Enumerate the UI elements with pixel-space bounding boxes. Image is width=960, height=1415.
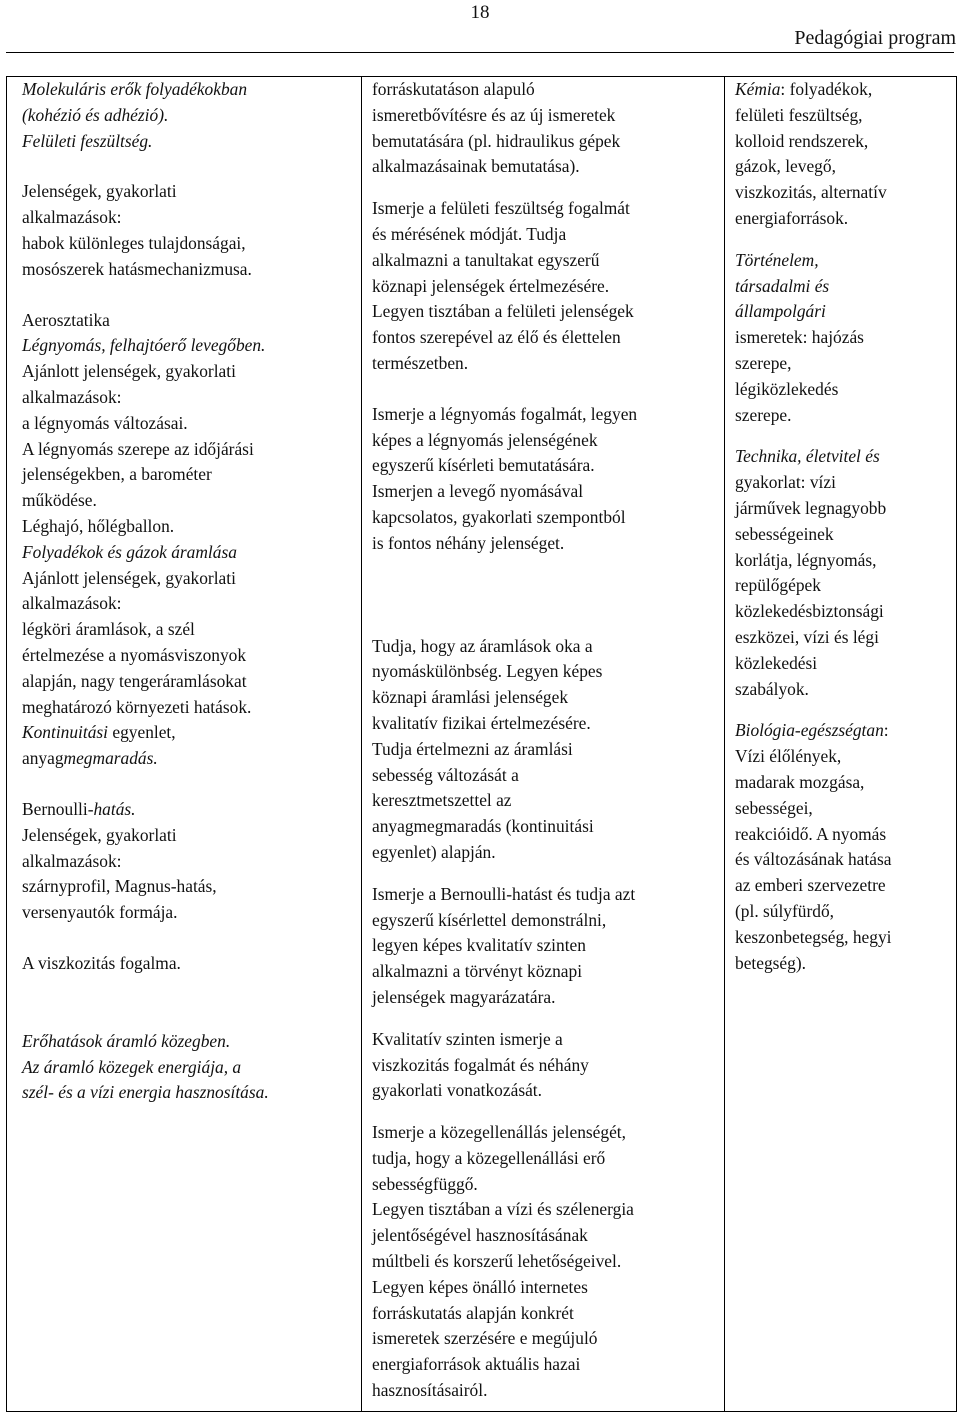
text-line: Tudja értelmezni az áramlási xyxy=(372,738,573,759)
text-line: keresztmetszettel az xyxy=(372,790,512,811)
text-run: Kémia xyxy=(735,79,781,99)
text-line: hasznosításairól. xyxy=(372,1380,488,1401)
text-line: gyakorlati vonatkozását. xyxy=(372,1080,542,1101)
text-line: kapcsolatos, gyakorlati szempontból xyxy=(372,506,626,527)
text-line: repülőgépek xyxy=(735,575,821,596)
text-line: ismeretek szerzésére e megújuló xyxy=(372,1328,598,1349)
text-line: sebességei, xyxy=(735,797,813,818)
text-line: A viszkozitás fogalma. xyxy=(22,952,181,973)
text-line: Molekuláris erők folyadékokban xyxy=(22,79,248,99)
text-line: Az áramló közegek energiája, a xyxy=(22,1056,242,1077)
text-line: köznapi áramlási jelenségek xyxy=(372,687,569,708)
text-line xyxy=(22,746,355,772)
text-line: Ismerje a Bernoulli-hatást és tudja azt xyxy=(372,883,636,904)
text-line: nyomáskülönbség. Legyen képes xyxy=(372,661,603,682)
requirement-block-viscosity xyxy=(372,1027,718,1104)
topic-block-flows xyxy=(22,540,355,772)
text-line: Jelenségek, gyakorlati xyxy=(22,181,177,202)
text-run: hatás. xyxy=(93,798,136,819)
text-line: meghatározó környezeti hatások. xyxy=(22,696,252,717)
text-line: betegség). xyxy=(735,952,806,973)
header-rule xyxy=(6,52,954,53)
text-line: Technika, életvitel és xyxy=(735,446,880,467)
text-run: : folyadékok, xyxy=(780,79,873,99)
text-line: alkalmazni a törvényt köznapi xyxy=(372,961,583,982)
text-line: egyszerű kísérleti bemutatására. xyxy=(372,455,595,476)
text-line: Történelem, xyxy=(735,249,819,270)
text-run: megmaradás. xyxy=(63,748,158,769)
text-line: Legyen tisztában a felületi jelenségek xyxy=(372,301,634,322)
text-line: társadalmi és xyxy=(735,275,830,296)
text-line xyxy=(735,77,952,103)
text-line: és változásának hatása xyxy=(735,849,892,870)
text-line: Ismerje a légnyomás fogalmát, legyen xyxy=(372,403,638,424)
requirement-block-bernoulli xyxy=(372,882,718,1011)
text-line: állampolgári xyxy=(735,301,826,322)
text-line: energiaforrások aktuális hazai xyxy=(372,1354,581,1375)
text-line: ismeretbővítésre és az új ismeretek xyxy=(372,104,616,125)
text-line: alkalmazások: xyxy=(22,593,122,614)
text-run: Bernoulli- xyxy=(22,798,94,819)
text-line: szerepe, xyxy=(735,352,792,373)
text-line: Legyen képes önálló internetes xyxy=(372,1276,588,1297)
text-line: gázok, levegő, xyxy=(735,156,836,177)
text-line: jelenségekben, a barométer xyxy=(22,464,212,485)
text-line: értelmezése a nyomásviszonyok xyxy=(22,644,247,665)
text-line: Ismerje a felületi feszültség fogalmát xyxy=(372,198,630,219)
text-line: forráskutatás alapján konkrét xyxy=(372,1302,574,1323)
text-line: korlátja, légnyomás, xyxy=(735,549,877,570)
text-line: Ajánlott jelenségek, gyakorlati xyxy=(22,567,236,588)
text-line: eszközei, vízi és légi xyxy=(735,626,879,647)
text-line: versenyautók formája. xyxy=(22,902,178,923)
text-line: Ismerjen a levegő nyomásával xyxy=(372,481,584,502)
text-line: a légnyomás változásai. xyxy=(22,412,188,433)
text-line: felületi feszültség, xyxy=(735,104,863,125)
text-line: Folyadékok és gázok áramlása xyxy=(22,541,237,562)
text-line xyxy=(735,718,952,744)
text-run: Kontinuitási xyxy=(22,722,109,743)
requirement-block-flows xyxy=(372,634,718,866)
text-line: alkalmazások: xyxy=(22,386,122,407)
text-line: Légnyomás, felhajtóerő levegőben. xyxy=(22,335,266,356)
text-line: Kvalitatív szinten ismerje a xyxy=(372,1028,563,1049)
text-line: kolloid rendszerek, xyxy=(735,130,869,151)
requirement-block-research xyxy=(372,77,718,180)
text-line: ismeretek: hajózás xyxy=(735,327,864,348)
text-line: szerepe. xyxy=(735,404,792,425)
text-line: jelentőségével hasznosításának xyxy=(372,1225,588,1246)
text-line: alkalmazni a tanultakat egyszerű xyxy=(372,249,600,270)
text-line: légiközlekedés xyxy=(735,378,839,399)
text-line: tudja, hogy a közegellenállási erő xyxy=(372,1147,606,1168)
requirement-block-surface-tension xyxy=(372,196,718,377)
text-line: Vízi élőlények, xyxy=(735,746,842,767)
text-line: viszkozitás fogalmát és néhány xyxy=(372,1054,589,1075)
text-line: szabályok. xyxy=(735,678,809,699)
text-line: Felületi feszültség. xyxy=(22,130,153,151)
text-line: Jelenségek, gyakorlati xyxy=(22,824,177,845)
topic-block-aerostatics xyxy=(22,308,355,540)
connections-column xyxy=(725,77,957,1412)
text-line: gyakorlat: vízi xyxy=(735,472,836,493)
text-line: közlekedési xyxy=(735,652,818,673)
text-line: múltbeli és korszerű lehetőségeivel. xyxy=(372,1251,622,1272)
text-line: az emberi szervezetre xyxy=(735,875,886,896)
page-number: 18 xyxy=(470,2,490,23)
text-line: alkalmazások: xyxy=(22,850,122,871)
text-line: energiaforrások. xyxy=(735,207,849,228)
text-line: Ajánlott jelenségek, gyakorlati xyxy=(22,361,236,382)
text-line: közlekedésbiztonsági xyxy=(735,601,884,622)
text-line: köznapi jelenségek értelmezésére. xyxy=(372,275,610,296)
text-line: Ismerje a közegellenállás jelenségét, xyxy=(372,1122,626,1143)
text-line: habok különleges tulajdonságai, xyxy=(22,232,246,253)
text-line: reakcióidő. A nyomás xyxy=(735,823,887,844)
connection-block-biology xyxy=(735,718,952,976)
topic-block-bernoulli xyxy=(22,797,355,926)
text-line: sebesség változását a xyxy=(372,764,519,785)
text-line: szél- és a vízi energia hasznosítása. xyxy=(22,1082,269,1103)
requirement-block-air-pressure xyxy=(372,402,718,557)
text-line: Léghajó, hőlégballon. xyxy=(22,515,175,536)
curriculum-table xyxy=(6,76,957,1412)
text-line: viszkozitás, alternatív xyxy=(735,182,887,203)
text-line: sebességeinek xyxy=(735,523,834,544)
text-line: képes a légnyomás jelenségének xyxy=(372,429,598,450)
text-line: járművek legnagyobb xyxy=(735,497,887,518)
text-line: alkalmazásainak bemutatása). xyxy=(372,156,580,177)
topic-block-molecular-forces xyxy=(22,77,355,154)
text-line: egyenlet) alapján. xyxy=(372,841,496,862)
topic-block-surface-applications xyxy=(22,179,355,282)
text-line: jelenségek magyarázatára. xyxy=(372,986,556,1007)
text-line: szárnyprofil, Magnus-hatás, xyxy=(22,876,217,897)
topic-block-forces-energy xyxy=(22,1029,355,1106)
text-run: Biológia-egészségtan xyxy=(735,720,884,741)
text-line: sebességfüggő. xyxy=(372,1173,478,1194)
text-line: A légnyomás szerepe az időjárási xyxy=(22,438,254,459)
text-line: keszonbetegség, hegyi xyxy=(735,926,892,947)
text-line: anyagmegmaradás (kontinuitási xyxy=(372,816,594,837)
text-line: Erőhatások áramló közegben. xyxy=(22,1030,231,1051)
text-line: működése. xyxy=(22,490,97,511)
header-title: Pedagógiai program xyxy=(794,27,956,49)
text-run: anyag xyxy=(22,748,64,769)
text-line: forráskutatáson alapuló xyxy=(372,79,535,99)
topic-block-viscosity xyxy=(22,951,355,977)
requirements-column xyxy=(362,77,725,1412)
text-line: bemutatására (pl. hidraulikus gépek xyxy=(372,130,621,151)
text-line xyxy=(22,797,355,823)
connection-block-chemistry xyxy=(735,77,952,232)
connection-block-technology xyxy=(735,444,952,702)
text-line: kvalitatív fizikai értelmezésére. xyxy=(372,712,591,733)
text-run: egyenlet, xyxy=(108,722,176,743)
text-line: és mérésének módját. Tudja xyxy=(372,223,567,244)
text-line: fontos szerepével az élő és élettelen xyxy=(372,327,621,348)
text-line: Tudja, hogy az áramlások oka a xyxy=(372,635,593,656)
text-line: Aerosztatika xyxy=(22,309,110,330)
text-run: : xyxy=(883,720,889,741)
text-line xyxy=(22,720,355,746)
requirement-block-drag-energy xyxy=(372,1120,718,1404)
table-row xyxy=(7,77,957,1412)
text-line: (kohézió és adhézió). xyxy=(22,104,169,125)
text-line: alkalmazások: xyxy=(22,207,122,228)
topics-column xyxy=(7,77,362,1412)
text-line: madarak mozgása, xyxy=(735,771,865,792)
text-line: legyen képes kvalitatív szinten xyxy=(372,935,586,956)
text-line: természetben. xyxy=(372,352,469,373)
text-line: alapján, nagy tengeráramlásokat xyxy=(22,670,247,691)
text-line: mosószerek hatásmechanizmusa. xyxy=(22,258,252,279)
text-line: is fontos néhány jelenséget. xyxy=(372,532,565,553)
text-line: Legyen tisztában a vízi és szélenergia xyxy=(372,1199,634,1220)
text-line: légköri áramlások, a szél xyxy=(22,619,195,640)
text-line: (pl. súlyfürdő, xyxy=(735,900,835,921)
text-line: egyszerű kísérlettel demonstrálni, xyxy=(372,909,607,930)
connection-block-history xyxy=(735,248,952,429)
